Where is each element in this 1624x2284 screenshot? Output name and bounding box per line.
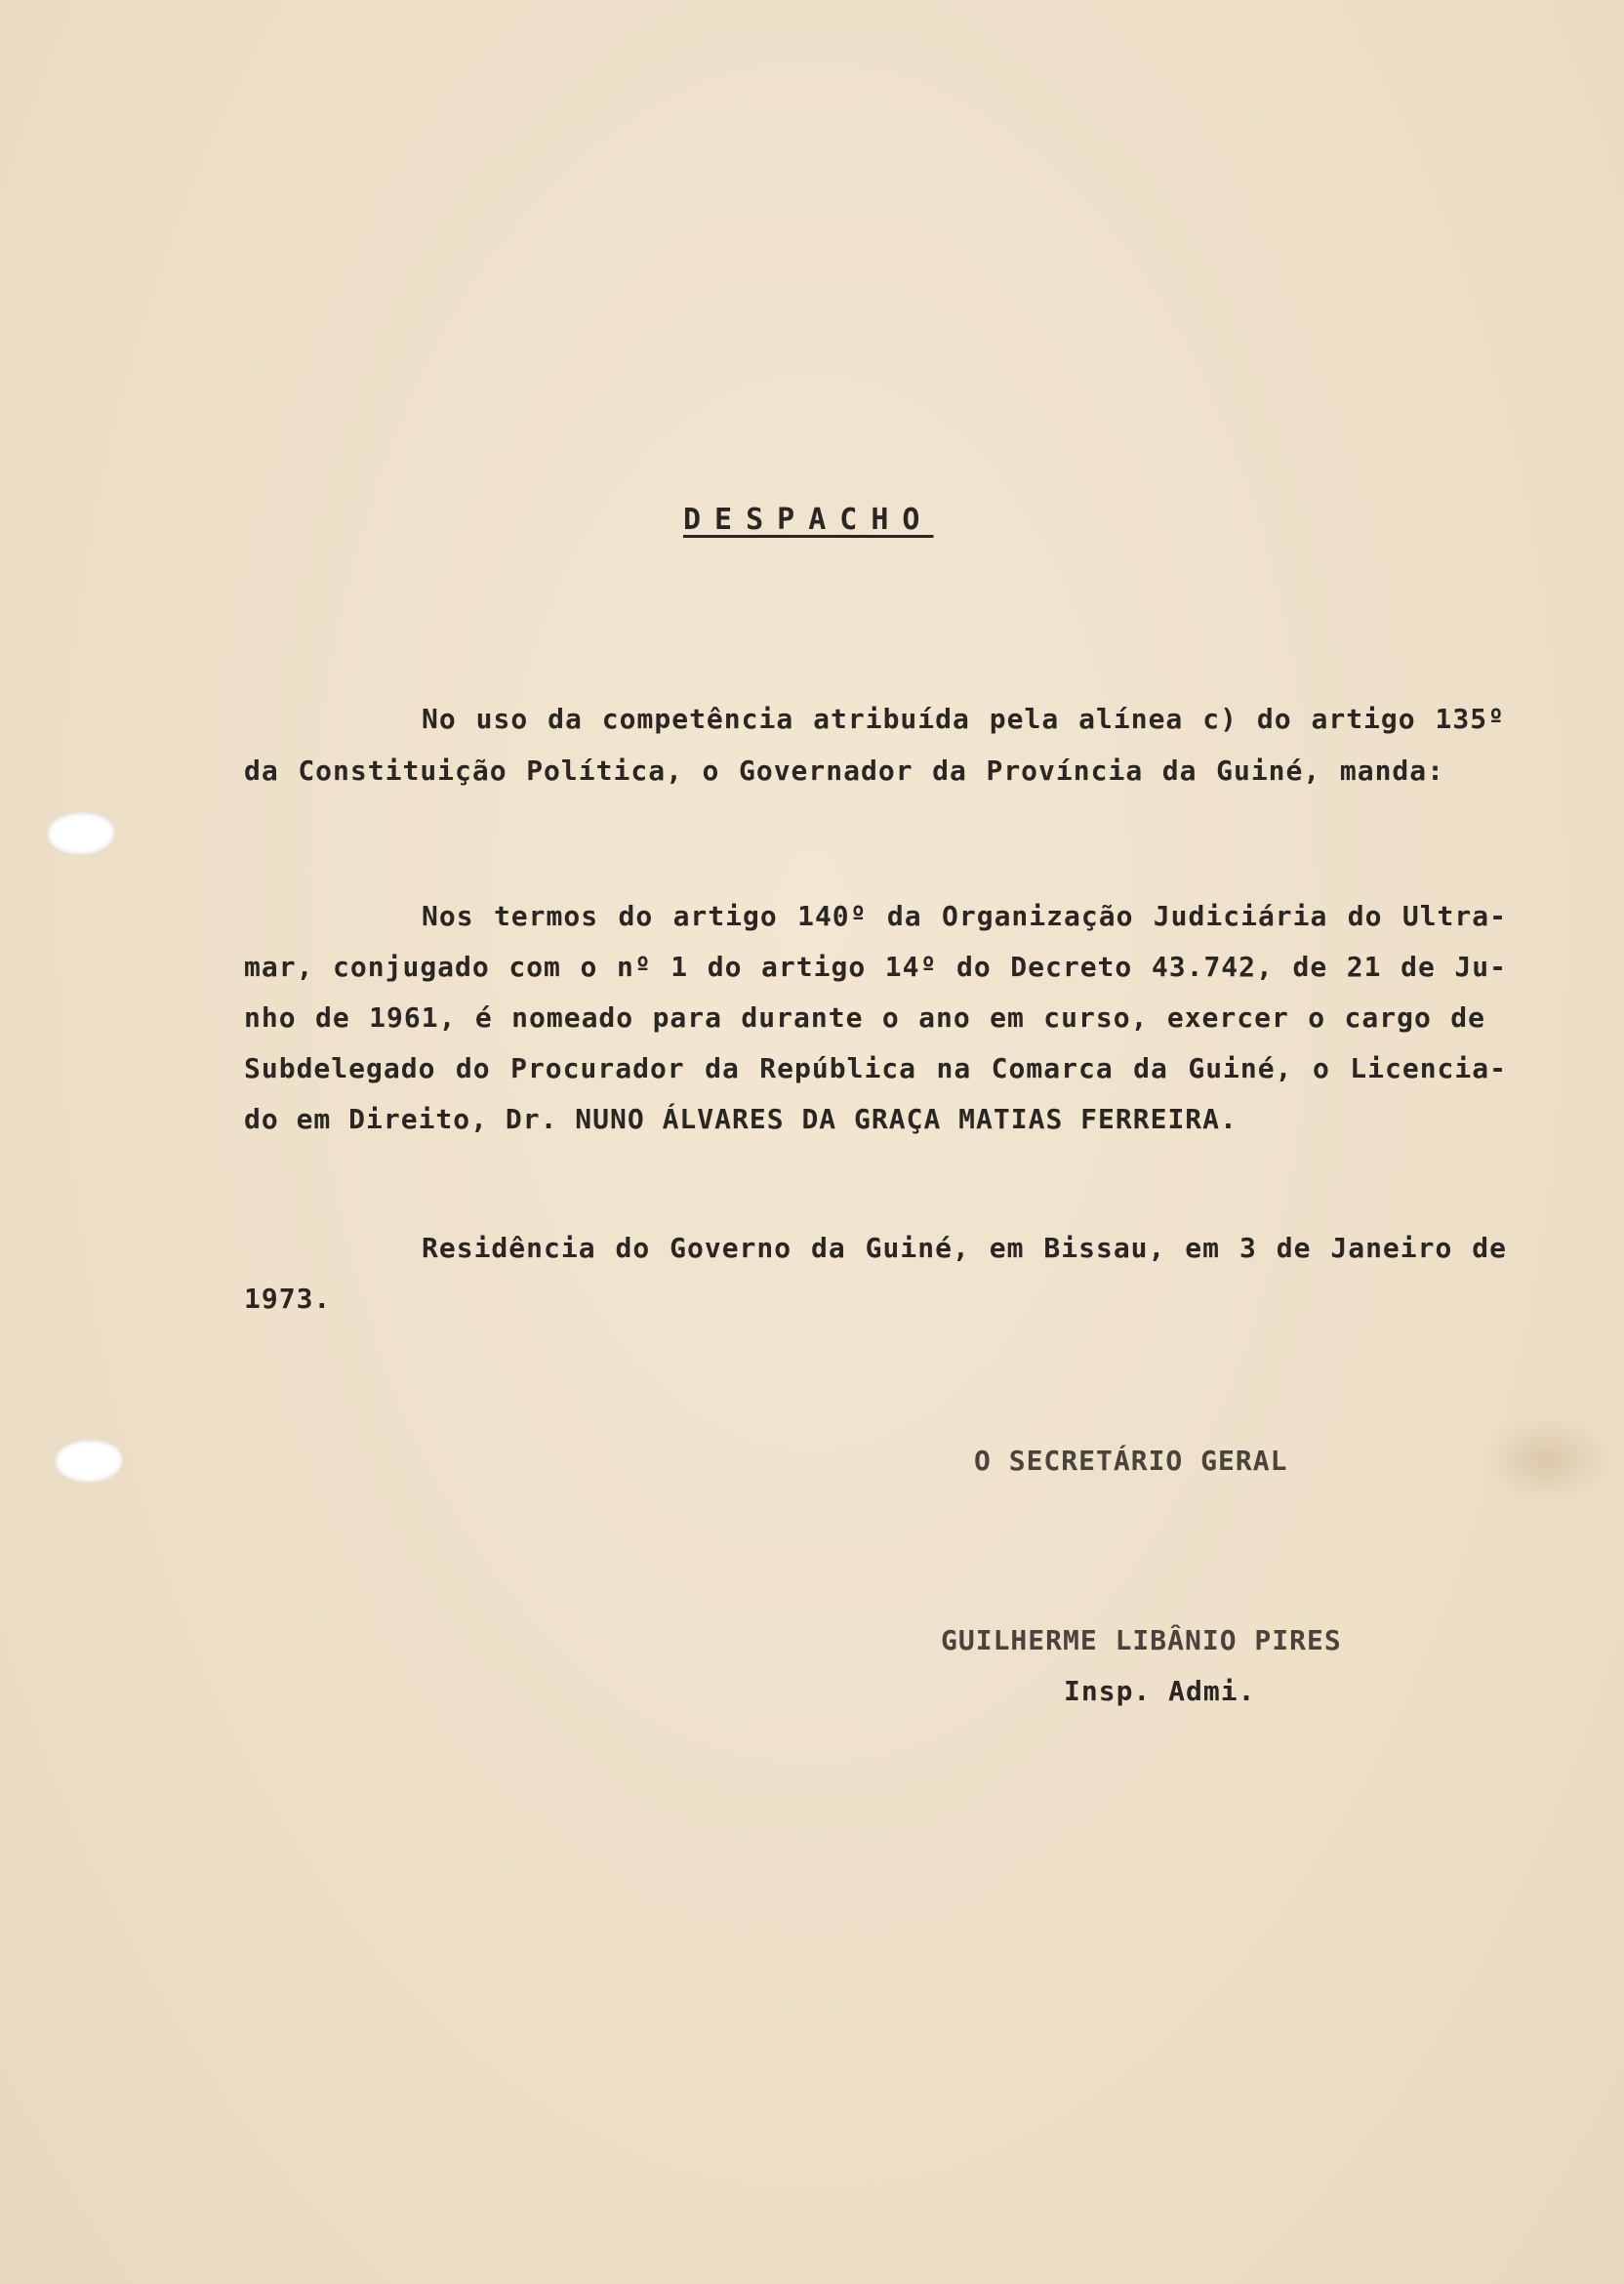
paragraph3-line2: 1973. xyxy=(244,1283,332,1315)
paragraph1-line1: No uso da competência atribuída pela alínea c) do artigo 135º xyxy=(422,703,1505,735)
document-title: DESPACHO xyxy=(683,503,934,537)
signature-role: O SECRETÁRIO GERAL xyxy=(974,1445,1288,1477)
paragraph2-line5: do em Direito, Dr. NUNO ÁLVARES DA GRAÇA MATIAS FERREIRA. xyxy=(244,1103,1238,1135)
paragraph3-line1: Residência do Governo da Guiné, em Bissau, em 3 de Janeiro de xyxy=(422,1232,1507,1264)
paper-stain xyxy=(1483,1415,1610,1503)
paragraph2-line2: mar, conjugado com o nº 1 do artigo 14º do Decreto 43.742, de 21 de Ju- xyxy=(244,951,1507,983)
paragraph2-line4: Subdelegado do Procurador da República na Comarca da Guiné, o Licencia- xyxy=(244,1052,1507,1084)
punch-hole-bottom xyxy=(55,1440,123,1483)
paragraph2-line1: Nos termos do artigo 140º da Organização Judiciária do Ultra- xyxy=(422,900,1507,932)
signatory-title: Insp. Admi. xyxy=(1064,1675,1256,1707)
signatory-name: GUILHERME LIBÂNIO PIRES xyxy=(941,1624,1342,1656)
punch-hole-top xyxy=(47,812,115,855)
paragraph2-line3: nho de 1961, é nomeado para durante o ano em curso, exercer o cargo de xyxy=(244,1001,1485,1034)
paragraph1-line2: da Constituição Política, o Governador da Província da Guiné, manda: xyxy=(244,755,1444,787)
